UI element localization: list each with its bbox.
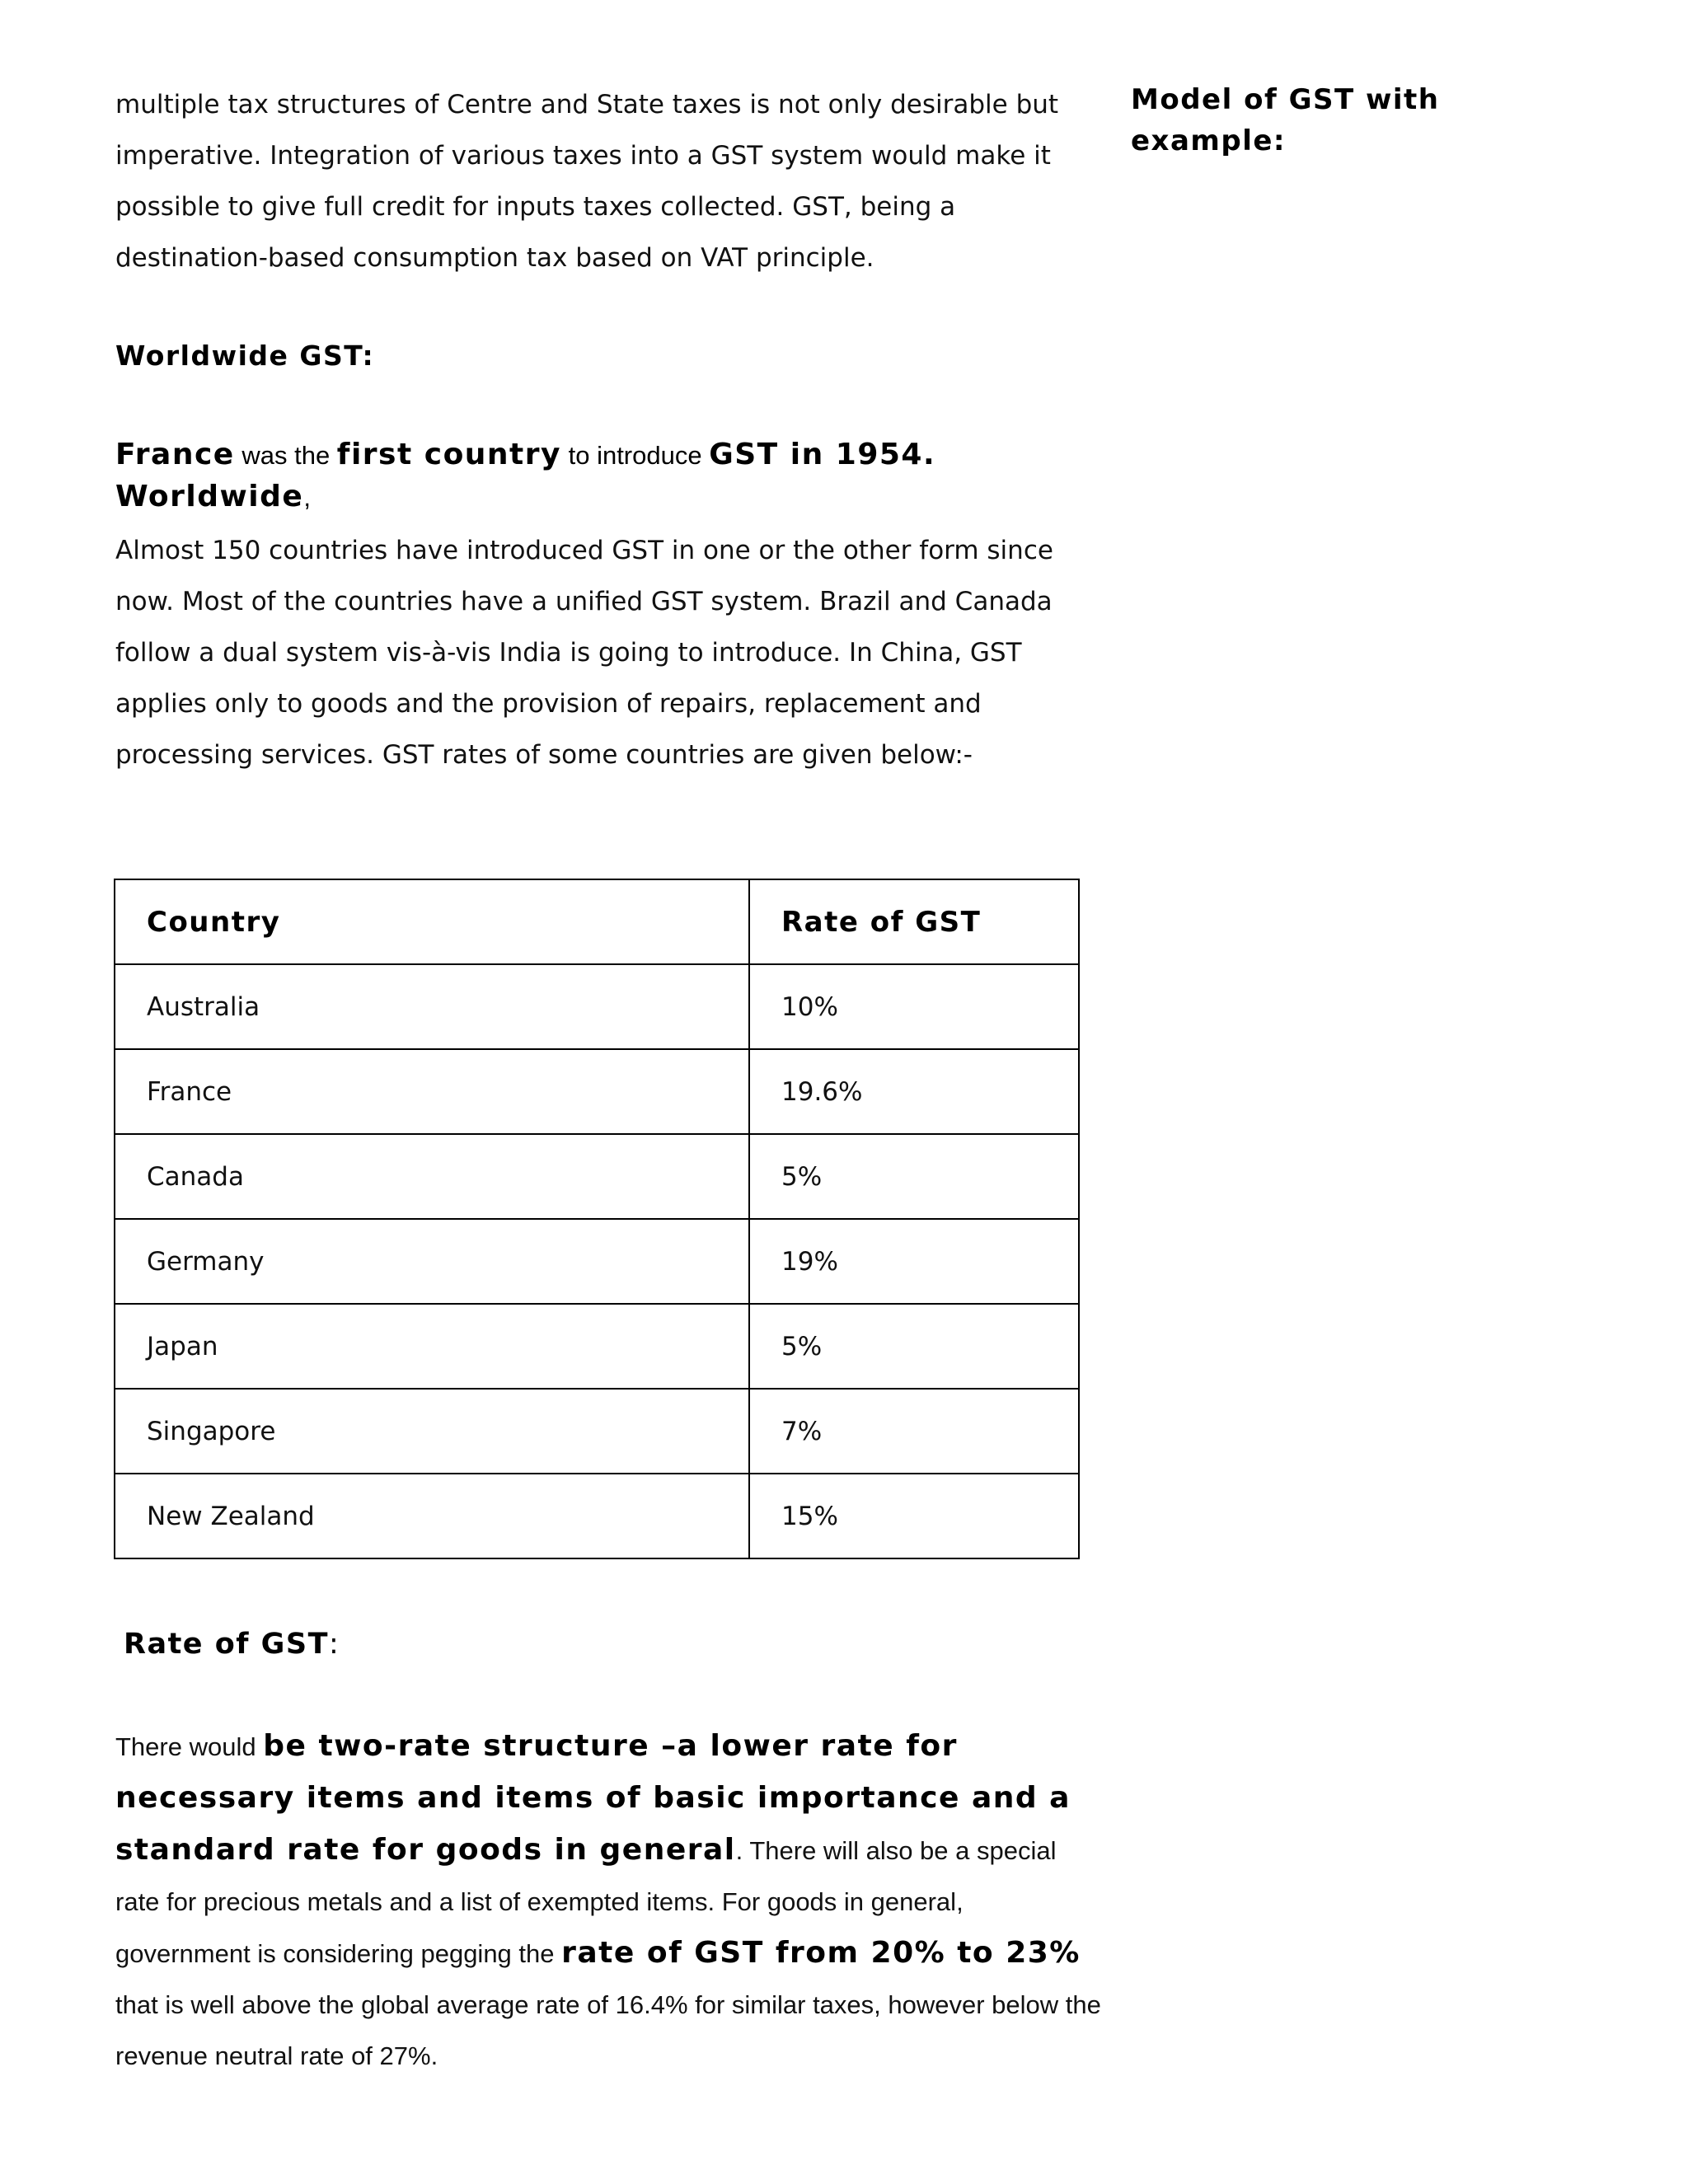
table-row bbox=[115, 1049, 1079, 1134]
rate-range-text: rate of GST from 20% to 23% bbox=[561, 1936, 1081, 1970]
rate-heading-colon: : bbox=[329, 1628, 339, 1661]
gst-rates-table bbox=[114, 879, 1080, 1559]
table-row bbox=[115, 1219, 1079, 1304]
cell-country: Germany bbox=[115, 1219, 749, 1304]
cell-country: Australia bbox=[115, 964, 749, 1049]
cell-rate: 5% bbox=[749, 1134, 1079, 1219]
rate-para-end: that is well above the global average rate of 16.4% for similar taxes, however below the revenue neutral rate of 27%. bbox=[115, 1990, 1101, 2070]
cell-country: Canada bbox=[115, 1134, 749, 1219]
table-row bbox=[115, 1389, 1079, 1474]
rate-of-gst-heading bbox=[124, 1624, 339, 1665]
cell-rate: 10% bbox=[749, 964, 1079, 1049]
cell-rate: 7% bbox=[749, 1389, 1079, 1474]
worldwide-paragraph: Almost 150 countries have introduced GST in one or the other form since now. Most of the countries have a unified GST system. Brazil and Canada follow a dual system vis-à-vis India is going to introduce. In China, GST applies only to goods and the provision of repairs, replacement and processing services. GST rates of some countries are given below:- bbox=[115, 536, 1053, 770]
table-row bbox=[115, 1134, 1079, 1219]
cell-country: Singapore bbox=[115, 1389, 749, 1474]
cell-rate: 15% bbox=[749, 1474, 1079, 1558]
cell-country: Japan bbox=[115, 1304, 749, 1389]
cell-rate: 5% bbox=[749, 1304, 1079, 1389]
header-rate: Rate of GST bbox=[749, 879, 1079, 964]
worldwide-heading: Worldwide GST: bbox=[115, 340, 375, 372]
cell-rate: 19% bbox=[749, 1219, 1079, 1304]
rate-para-middle: . There will also be a special rate for precious metals and a list of exempted items. For goods in general, government is considering pegging the bbox=[115, 1836, 1057, 1968]
model-heading: Model of GST with example: bbox=[1131, 83, 1440, 157]
to-introduce-text: to introduce bbox=[560, 441, 710, 470]
header-country: Country bbox=[115, 879, 749, 964]
rate-para-intro: There would bbox=[115, 1732, 264, 1761]
two-rate-structure-text: be two-rate structure –a lower rate for necessary items and items of basic importance and a standard rate for goods in general bbox=[115, 1729, 1071, 1867]
cell-country: New Zealand bbox=[115, 1474, 749, 1558]
was-the-text: was the bbox=[234, 441, 337, 470]
rate-heading-text: Rate of GST bbox=[124, 1628, 329, 1661]
comma-text: , bbox=[303, 483, 311, 512]
first-country-text: first country bbox=[336, 438, 561, 471]
cell-rate: 19.6% bbox=[749, 1049, 1079, 1134]
gst-year-text: GST in 1954. Worldwide bbox=[115, 438, 936, 513]
table-header-row bbox=[115, 879, 1079, 964]
table-row bbox=[115, 1474, 1079, 1558]
table-row bbox=[115, 1304, 1079, 1389]
intro-paragraph: multiple tax structures of Centre and State taxes is not only desirable but imperative. Integration of various taxes into a GST system would make it possible to give full credit for inputs taxes collected. GST, being a destination-based consumption tax based on VAT principle. bbox=[115, 90, 1059, 273]
france-word: France bbox=[115, 438, 235, 471]
table-row bbox=[115, 964, 1079, 1049]
france-first-country-line bbox=[115, 434, 1104, 518]
cell-country: France bbox=[115, 1049, 749, 1134]
rate-paragraph bbox=[115, 1721, 1104, 2082]
